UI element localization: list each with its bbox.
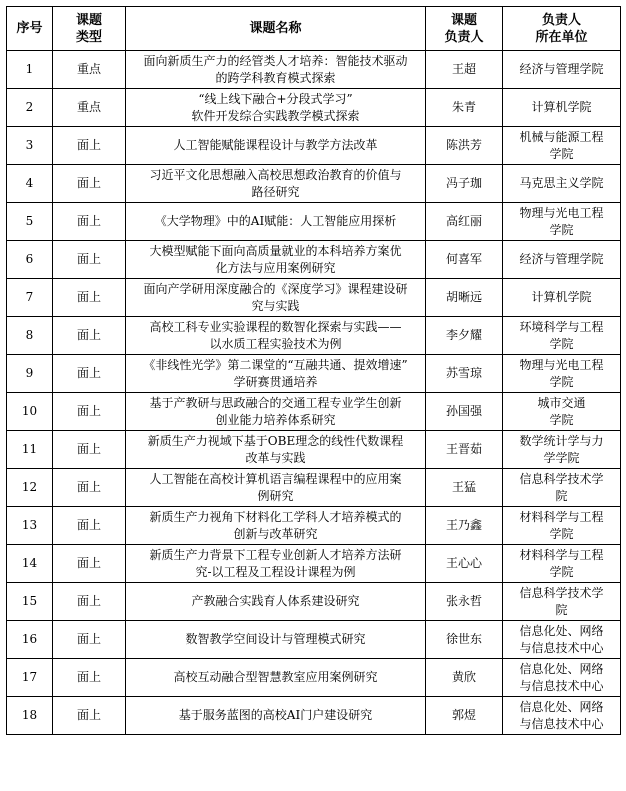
row-unit-line: 数学统计学与力	[519, 433, 604, 448]
row-unit	[503, 697, 621, 735]
table-row	[7, 469, 621, 507]
header-unit-line: 负责人	[541, 12, 581, 28]
row-unit	[503, 583, 621, 621]
row-unit-line: 与信息技术中心	[519, 678, 604, 693]
row-leader: 黄欣	[426, 659, 503, 697]
row-seq: 3	[7, 127, 53, 165]
row-title	[126, 583, 426, 621]
row-leader: 徐世东	[426, 621, 503, 659]
row-title-line: 新质生产力视角下材料化工学科人才培养模式的	[149, 509, 402, 524]
row-unit	[503, 89, 621, 127]
row-title-line: 产教融合实践育人体系建设研究	[191, 594, 360, 608]
row-type: 面上	[53, 279, 126, 317]
row-unit	[503, 241, 621, 279]
row-unit	[503, 659, 621, 697]
row-unit	[503, 203, 621, 241]
row-unit-line: 信息科学技术学	[519, 471, 604, 486]
row-title	[126, 203, 426, 241]
row-type: 面上	[53, 469, 126, 507]
row-unit-line: 学院	[549, 526, 574, 541]
row-leader: 王心心	[426, 545, 503, 583]
header-type-line: 类型	[75, 29, 102, 45]
table-row	[7, 279, 621, 317]
row-unit	[503, 621, 621, 659]
row-unit-line: 马克思主义学院	[519, 176, 604, 190]
row-title	[126, 621, 426, 659]
row-title	[126, 393, 426, 431]
row-type: 面上	[53, 659, 126, 697]
row-leader: 朱青	[426, 89, 503, 127]
row-unit-line: 计算机学院	[531, 290, 592, 304]
row-title-line: 数智教学空间设计与管理模式研究	[185, 632, 366, 646]
row-type: 面上	[53, 393, 126, 431]
row-unit	[503, 127, 621, 165]
row-title	[126, 317, 426, 355]
row-leader: 王猛	[426, 469, 503, 507]
row-unit	[503, 393, 621, 431]
row-title	[126, 431, 426, 469]
row-type: 面上	[53, 583, 126, 621]
row-type: 面上	[53, 317, 126, 355]
row-title-line: 《非线性光学》第二课堂的“互融共通、提效增速”	[143, 357, 408, 372]
row-unit-line: 学院	[549, 564, 574, 579]
row-title	[126, 51, 426, 89]
row-title-line: 面向新质生产力的经管类人才培养：智能技术驱动	[143, 53, 408, 68]
row-title-line: 创业能力培养体系研究	[215, 412, 336, 427]
row-title-line: 习近平文化思想融入高校思想政治教育的价值与	[149, 167, 402, 182]
row-unit-line: 经济与管理学院	[519, 252, 604, 266]
row-leader: 李夕耀	[426, 317, 503, 355]
row-seq: 5	[7, 203, 53, 241]
row-unit-line: 学院	[549, 146, 574, 161]
row-type: 面上	[53, 697, 126, 735]
row-title	[126, 279, 426, 317]
row-unit-line: 与信息技术中心	[519, 640, 604, 655]
row-unit-line: 院	[555, 488, 568, 503]
row-title-line: 化方法与应用案例研究	[215, 260, 336, 275]
row-unit-line: 院	[555, 602, 568, 617]
row-type: 面上	[53, 203, 126, 241]
table-body	[7, 51, 621, 735]
table-row	[7, 507, 621, 545]
row-unit-line: 信息化处、网络	[519, 661, 604, 676]
row-unit-line: 物理与光电工程	[519, 357, 604, 372]
row-leader: 冯子珈	[426, 165, 503, 203]
table-row	[7, 241, 621, 279]
header-leader-line: 课题	[450, 12, 477, 28]
row-unit-line: 信息科学技术学	[519, 585, 604, 600]
row-seq: 6	[7, 241, 53, 279]
table-row	[7, 355, 621, 393]
row-leader: 何喜军	[426, 241, 503, 279]
row-type: 面上	[53, 127, 126, 165]
table-row	[7, 317, 621, 355]
header-unit	[503, 7, 621, 51]
row-leader: 苏雪琼	[426, 355, 503, 393]
row-unit-line: 学学院	[543, 450, 580, 465]
row-seq: 1	[7, 51, 53, 89]
row-leader: 张永哲	[426, 583, 503, 621]
table-row	[7, 621, 621, 659]
row-title-line: 人工智能在高校计算机语言编程课程中的应用案	[149, 471, 402, 486]
table-row	[7, 545, 621, 583]
table-row	[7, 659, 621, 697]
row-unit-line: 信息化处、网络	[519, 699, 604, 714]
row-type: 重点	[53, 89, 126, 127]
row-unit	[503, 355, 621, 393]
row-title-line: 人工智能赋能课程设计与教学方法改革	[173, 138, 378, 152]
row-unit-line: 学院	[549, 374, 574, 389]
row-title-line: 基于服务蓝图的高校AI门户建设研究	[178, 708, 373, 722]
row-title-line: 高校互动融合型智慧教室应用案例研究	[173, 670, 378, 684]
row-leader: 高红丽	[426, 203, 503, 241]
table-row	[7, 165, 621, 203]
header-leader-line: 负责人	[444, 29, 484, 45]
row-type: 重点	[53, 51, 126, 89]
row-title	[126, 697, 426, 735]
row-unit	[503, 279, 621, 317]
header-seq: 序号	[7, 7, 53, 51]
row-title-line: 创新与改革研究	[233, 526, 318, 541]
row-unit	[503, 431, 621, 469]
row-seq: 9	[7, 355, 53, 393]
row-unit-line: 环境科学与工程	[519, 319, 604, 334]
row-unit-line: 计算机学院	[531, 100, 592, 114]
row-unit-line: 机械与能源工程	[519, 129, 604, 144]
row-unit-line: 物理与光电工程	[519, 205, 604, 220]
row-unit-line: 材料科学与工程	[519, 547, 604, 562]
header-title: 课题名称	[126, 7, 426, 51]
row-leader: 王超	[426, 51, 503, 89]
table-row	[7, 393, 621, 431]
row-seq: 14	[7, 545, 53, 583]
row-type: 面上	[53, 241, 126, 279]
row-unit	[503, 507, 621, 545]
row-title	[126, 241, 426, 279]
header-leader	[426, 7, 503, 51]
row-type: 面上	[53, 545, 126, 583]
row-leader: 胡晰远	[426, 279, 503, 317]
row-title-line: 新质生产力背景下工程专业创新人才培养方法研	[149, 547, 402, 562]
row-seq: 17	[7, 659, 53, 697]
row-title-line: 新质生产力视域下基于OBE理念的线性代数课程	[147, 433, 404, 448]
row-type: 面上	[53, 355, 126, 393]
row-title-line: 面向产学研用深度融合的《深度学习》课程建设研	[143, 281, 408, 296]
row-unit-line: 学院	[549, 336, 574, 351]
row-title	[126, 355, 426, 393]
row-leader: 王晋茹	[426, 431, 503, 469]
row-title	[126, 469, 426, 507]
row-unit-line: 与信息技术中心	[519, 716, 604, 731]
table-row	[7, 431, 621, 469]
row-title-line: 软件开发综合实践教学模式探索	[191, 108, 360, 123]
table-row	[7, 89, 621, 127]
row-unit	[503, 545, 621, 583]
row-unit-line: 城市交通	[537, 395, 586, 410]
row-unit-line: 经济与管理学院	[519, 62, 604, 76]
row-title	[126, 545, 426, 583]
row-title-line: “线上线下融合+分段式学习”	[198, 91, 353, 106]
row-seq: 13	[7, 507, 53, 545]
row-title-line: 以水质工程实验技术为例	[209, 336, 342, 351]
table-row	[7, 51, 621, 89]
row-unit	[503, 469, 621, 507]
row-type: 面上	[53, 621, 126, 659]
row-title-line: 基于产教研与思政融合的交通工程专业学生创新	[149, 395, 402, 410]
row-unit	[503, 165, 621, 203]
table-row	[7, 203, 621, 241]
row-leader: 郭煜	[426, 697, 503, 735]
row-title	[126, 127, 426, 165]
row-title-line: 路径研究	[251, 184, 300, 199]
row-title-line: 究与实践	[251, 298, 300, 313]
header-type	[53, 7, 126, 51]
row-leader: 陈洪芳	[426, 127, 503, 165]
row-leader: 王乃鑫	[426, 507, 503, 545]
row-title	[126, 89, 426, 127]
row-title-line: 的跨学科教育模式探索	[215, 70, 336, 85]
row-unit	[503, 317, 621, 355]
row-seq: 2	[7, 89, 53, 127]
project-table	[6, 6, 621, 735]
row-unit-line: 信息化处、网络	[519, 623, 604, 638]
header-type-line: 课题	[75, 12, 102, 28]
table-row	[7, 127, 621, 165]
row-type: 面上	[53, 165, 126, 203]
row-title	[126, 507, 426, 545]
row-seq: 7	[7, 279, 53, 317]
table-row	[7, 583, 621, 621]
row-title-line: 《大学物理》中的AI赋能：人工智能应用探析	[154, 214, 397, 228]
row-seq: 12	[7, 469, 53, 507]
row-seq: 4	[7, 165, 53, 203]
row-title-line: 改革与实践	[245, 450, 306, 465]
header-row	[7, 7, 621, 51]
row-seq: 16	[7, 621, 53, 659]
row-seq: 10	[7, 393, 53, 431]
row-unit-line: 学院	[549, 412, 574, 427]
row-title-line: 例研究	[257, 488, 294, 503]
row-seq: 18	[7, 697, 53, 735]
row-title	[126, 165, 426, 203]
row-seq: 11	[7, 431, 53, 469]
row-title-line: 大模型赋能下面向高质量就业的本科培养方案优	[149, 243, 402, 258]
row-title-line: 究-以工程及工程设计课程为例	[195, 564, 356, 579]
row-type: 面上	[53, 507, 126, 545]
row-type: 面上	[53, 431, 126, 469]
row-unit-line: 材料科学与工程	[519, 509, 604, 524]
row-title-line: 高校工科专业实验课程的数智化探索与实践——	[149, 319, 402, 334]
row-seq: 8	[7, 317, 53, 355]
header-unit-line: 所在单位	[535, 29, 588, 45]
row-title-line: 学研赛贯通培养	[233, 374, 318, 389]
row-seq: 15	[7, 583, 53, 621]
row-unit	[503, 51, 621, 89]
row-unit-line: 学院	[549, 222, 574, 237]
table-row	[7, 697, 621, 735]
row-leader: 孙国强	[426, 393, 503, 431]
row-title	[126, 659, 426, 697]
